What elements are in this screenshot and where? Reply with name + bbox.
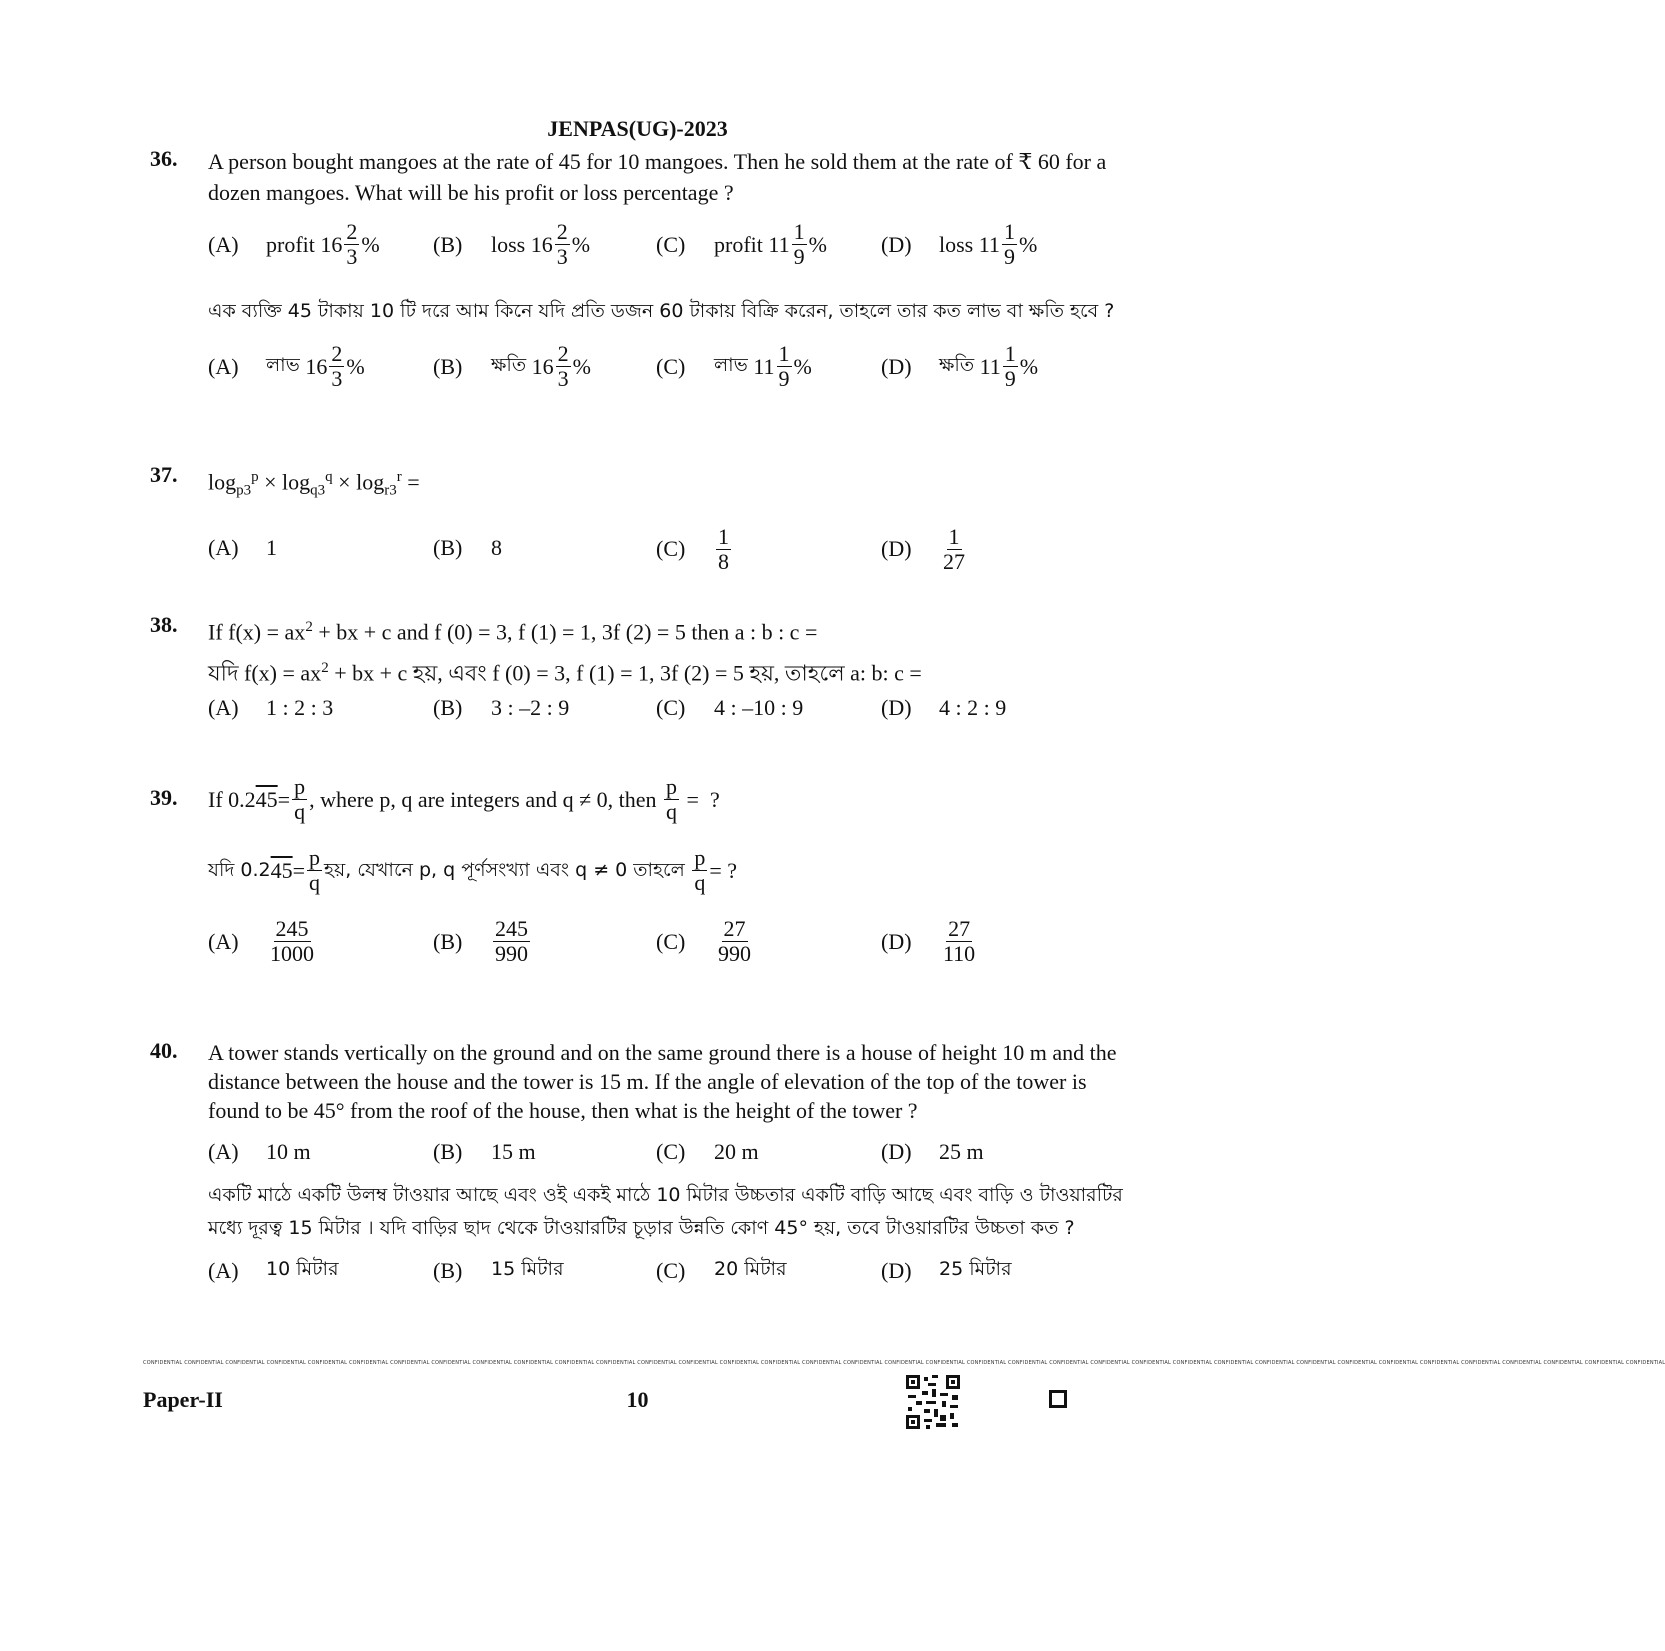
option-c[interactable]: (C) $\frac{27}{990}$ bbox=[656, 916, 751, 966]
option-a[interactable]: (A) profit 16 $\frac{2}{3}$ % bbox=[208, 219, 380, 269]
options-en bbox=[208, 1139, 1130, 1173]
square-marker-icon bbox=[1049, 1390, 1067, 1408]
option-c[interactable]: (C) 20 m bbox=[656, 1139, 759, 1164]
options-bn bbox=[208, 342, 1130, 402]
repeating-digits: 45 bbox=[255, 787, 278, 812]
fraction: $\frac{1}{27}$ bbox=[943, 523, 965, 574]
question-text-bengali: যদি 0.2 45 = $\frac{p}{q}$ হয়, যেখানে p, q পূর্ণসংখ্যা এবং q ≠ 0 তাহলে $\frac{p}{q}$ = ? bbox=[208, 845, 737, 895]
option-c[interactable]: (C) profit 11 $\frac{1}{9}$ % bbox=[656, 219, 827, 269]
option-b[interactable]: (B) $\frac{245}{990}$ bbox=[433, 916, 528, 966]
option-c[interactable]: (C) 4 : –10 : 9 bbox=[656, 694, 804, 720]
question-text-bengali: এক ব্যক্তি 45 টাকায় 10 টি দরে আম কিনে যদি প্রতি ডজন 60 টাকায় বিক্রি করেন, তাহলে তার কত লাভ বা ক্ষতি হবে ? bbox=[208, 300, 1115, 322]
option-b[interactable]: (B) 8 bbox=[433, 534, 502, 560]
option-d[interactable]: (D) $\frac{27}{110}$ bbox=[881, 916, 976, 966]
question-39 bbox=[150, 775, 1130, 977]
fraction: $\frac{1}{9}$ bbox=[778, 341, 790, 391]
qr-code-icon bbox=[906, 1375, 960, 1429]
question-number: 38. bbox=[150, 612, 178, 637]
fraction: $\frac{2}{3}$ bbox=[346, 219, 358, 269]
page-number: 10 bbox=[626, 1387, 649, 1412]
question-number: 37. bbox=[150, 462, 178, 487]
option-d[interactable]: (D) $\frac{1}{27}$ bbox=[881, 523, 965, 574]
option-c[interactable]: (C) $\frac{1}{8}$ bbox=[656, 523, 729, 574]
fraction: $\frac{245}{990}$ bbox=[495, 916, 528, 966]
option-c-bn[interactable]: (C) লাভ 11 $\frac{1}{9}$ % bbox=[656, 341, 812, 391]
options-bn bbox=[208, 1255, 1130, 1289]
options bbox=[208, 525, 1130, 585]
option-d-bn[interactable]: (D) ক্ষতি 11 $\frac{1}{9}$ % bbox=[881, 341, 1039, 391]
fraction: $\frac{27}{990}$ bbox=[718, 916, 751, 966]
option-b[interactable]: (B) 3 : –2 : 9 bbox=[433, 694, 570, 720]
question-text-bengali: যদি $f(x) = ax^2$ + bx + c হয়, এবং f (0) = 3, f (1) = 1, 3f (2) = 5 হয়, তাহলে a: b: c = bbox=[208, 660, 922, 686]
question-text-bengali: একটি মাঠে একটি উলম্ব টাওয়ার আছে এবং ওই একই মাঠে 10 মিটার উচ্চতার একটি বাড়ি আছে এবং বাড়ি ও টাওয়ারটির মধ্যে দূরত্ব 15 মিটার । যদি বাড়ির ছাদ থেকে টাওয়ারটির চূড়ার উন্নতি কোণ 45° হয়, তবে টাওয়ারটির উচ্চতা কত ? bbox=[208, 1184, 1123, 1239]
fraction: $\frac{2}{3}$ bbox=[557, 341, 569, 391]
question-expression: $\log_{p3}^p \times \log_{q3}^q \times \log_{r3}^r$ = bbox=[208, 469, 420, 499]
option-d[interactable]: (D) 4 : 2 : 9 bbox=[881, 694, 1007, 720]
paper-label: Paper-II bbox=[143, 1387, 223, 1412]
fraction: $\frac{2}{3}$ bbox=[331, 341, 343, 391]
question-number: 40. bbox=[150, 1038, 178, 1063]
option-b[interactable]: (B) loss 16 $\frac{2}{3}$ % bbox=[433, 219, 591, 269]
question-text: If 0.2 45 = $\frac{p}{q}$ , where p, q are integers and q ≠ 0, then $\frac{p}{q}$ = ? bbox=[208, 774, 720, 824]
option-b-bn[interactable]: (B) ক্ষতি 16 $\frac{2}{3}$ % bbox=[433, 341, 591, 391]
question-37 bbox=[150, 462, 1130, 585]
fraction: $\frac{1}{9}$ bbox=[793, 219, 805, 269]
question-number: 39. bbox=[150, 785, 178, 810]
question-text: A tower stands vertically on the ground and on the same ground there is a house of height 10 m and the distance between the house and the tower is 15 m. If the angle of elevation of the top of the tower is found to be 45° from the roof of the house, then what is the height of the tower ? bbox=[208, 1040, 1117, 1123]
question-36 bbox=[150, 146, 1130, 402]
fraction: $\frac{2}{3}$ bbox=[556, 219, 568, 269]
option-a[interactable]: (A) 1 : 2 : 3 bbox=[208, 694, 334, 720]
option-b[interactable]: (B) 15 m bbox=[433, 1139, 536, 1164]
options-en bbox=[208, 220, 1130, 280]
option-c-bn[interactable]: (C) 20 মিটার bbox=[656, 1258, 787, 1283]
options bbox=[208, 917, 1130, 977]
option-d[interactable]: (D) loss 11 $\frac{1}{9}$ % bbox=[881, 219, 1038, 269]
option-d-bn[interactable]: (D) 25 মিটার bbox=[881, 1258, 1012, 1283]
fraction: $\frac{p}{q}$ bbox=[294, 774, 306, 824]
question-38 bbox=[150, 612, 1130, 729]
question-text: If $f(x) = ax^2$ + bx + c and f (0) = 3, f (1) = 1, 3f (2) = 5 then a : b : c = bbox=[208, 619, 818, 645]
question-number: 36. bbox=[150, 146, 178, 171]
option-a[interactable]: (A) $\frac{245}{1000}$ bbox=[208, 916, 314, 966]
option-a-bn[interactable]: (A) লাভ 16 $\frac{2}{3}$ % bbox=[208, 341, 365, 391]
exam-header: JENPAS(UG)-2023 bbox=[547, 116, 728, 141]
option-a[interactable]: (A) 10 m bbox=[208, 1139, 311, 1164]
fraction: $\frac{27}{110}$ bbox=[943, 916, 976, 966]
option-a[interactable]: (A) 1 bbox=[208, 534, 277, 560]
option-b-bn[interactable]: (B) 15 মিটার bbox=[433, 1258, 564, 1283]
fraction: $\frac{1}{8}$ bbox=[718, 523, 729, 574]
confidential-strip: CONFIDENTIAL CONFIDENTIAL CONFIDENTIAL CONFIDENTIAL CONFIDENTIAL CONFIDENTIAL CONFIDENTIAL CONFIDENTIAL CONFIDENTIAL CONFIDENTIAL CONFIDENTIAL CONFIDENTIAL CONFIDENTIAL CONFIDENTIAL CONFIDENTIAL CONFIDENTIAL CONFIDENTIAL CONFIDENTIAL CONFIDENTIAL CONFIDENTIAL CONFIDENTIAL CONFIDENTIAL CONFIDENTIAL CONFIDENTIAL CONFIDENTIAL CONFIDENTIAL CONFIDENTIAL CONFIDENTIAL CONFIDENTIAL CONFIDENTIAL CONFIDENTIAL CONFIDENTIAL CONFIDENTIAL CONFIDENTIAL CONFIDENTIAL CONFIDENTIAL CONFIDENTIAL bbox=[143, 1360, 1665, 1366]
fraction: $\frac{1}{9}$ bbox=[1003, 219, 1015, 269]
fraction: $\frac{p}{q}$ bbox=[666, 774, 678, 824]
question-40 bbox=[150, 1038, 1130, 1289]
fraction: $\frac{p}{q}$ bbox=[309, 845, 321, 895]
options bbox=[208, 695, 1130, 729]
fraction: $\frac{245}{1000}$ bbox=[270, 916, 314, 966]
fraction: $\frac{p}{q}$ bbox=[694, 845, 706, 895]
option-d[interactable]: (D) 25 m bbox=[881, 1139, 984, 1164]
question-text: A person bought mangoes at the rate of 45 for 10 mangoes. Then he sold them at the rate of ₹ 60 for a dozen mangoes. What will be his profit or loss percentage ? bbox=[208, 149, 1107, 205]
option-a-bn[interactable]: (A) 10 মিটার bbox=[208, 1258, 339, 1283]
fraction: $\frac{1}{9}$ bbox=[1004, 341, 1016, 391]
